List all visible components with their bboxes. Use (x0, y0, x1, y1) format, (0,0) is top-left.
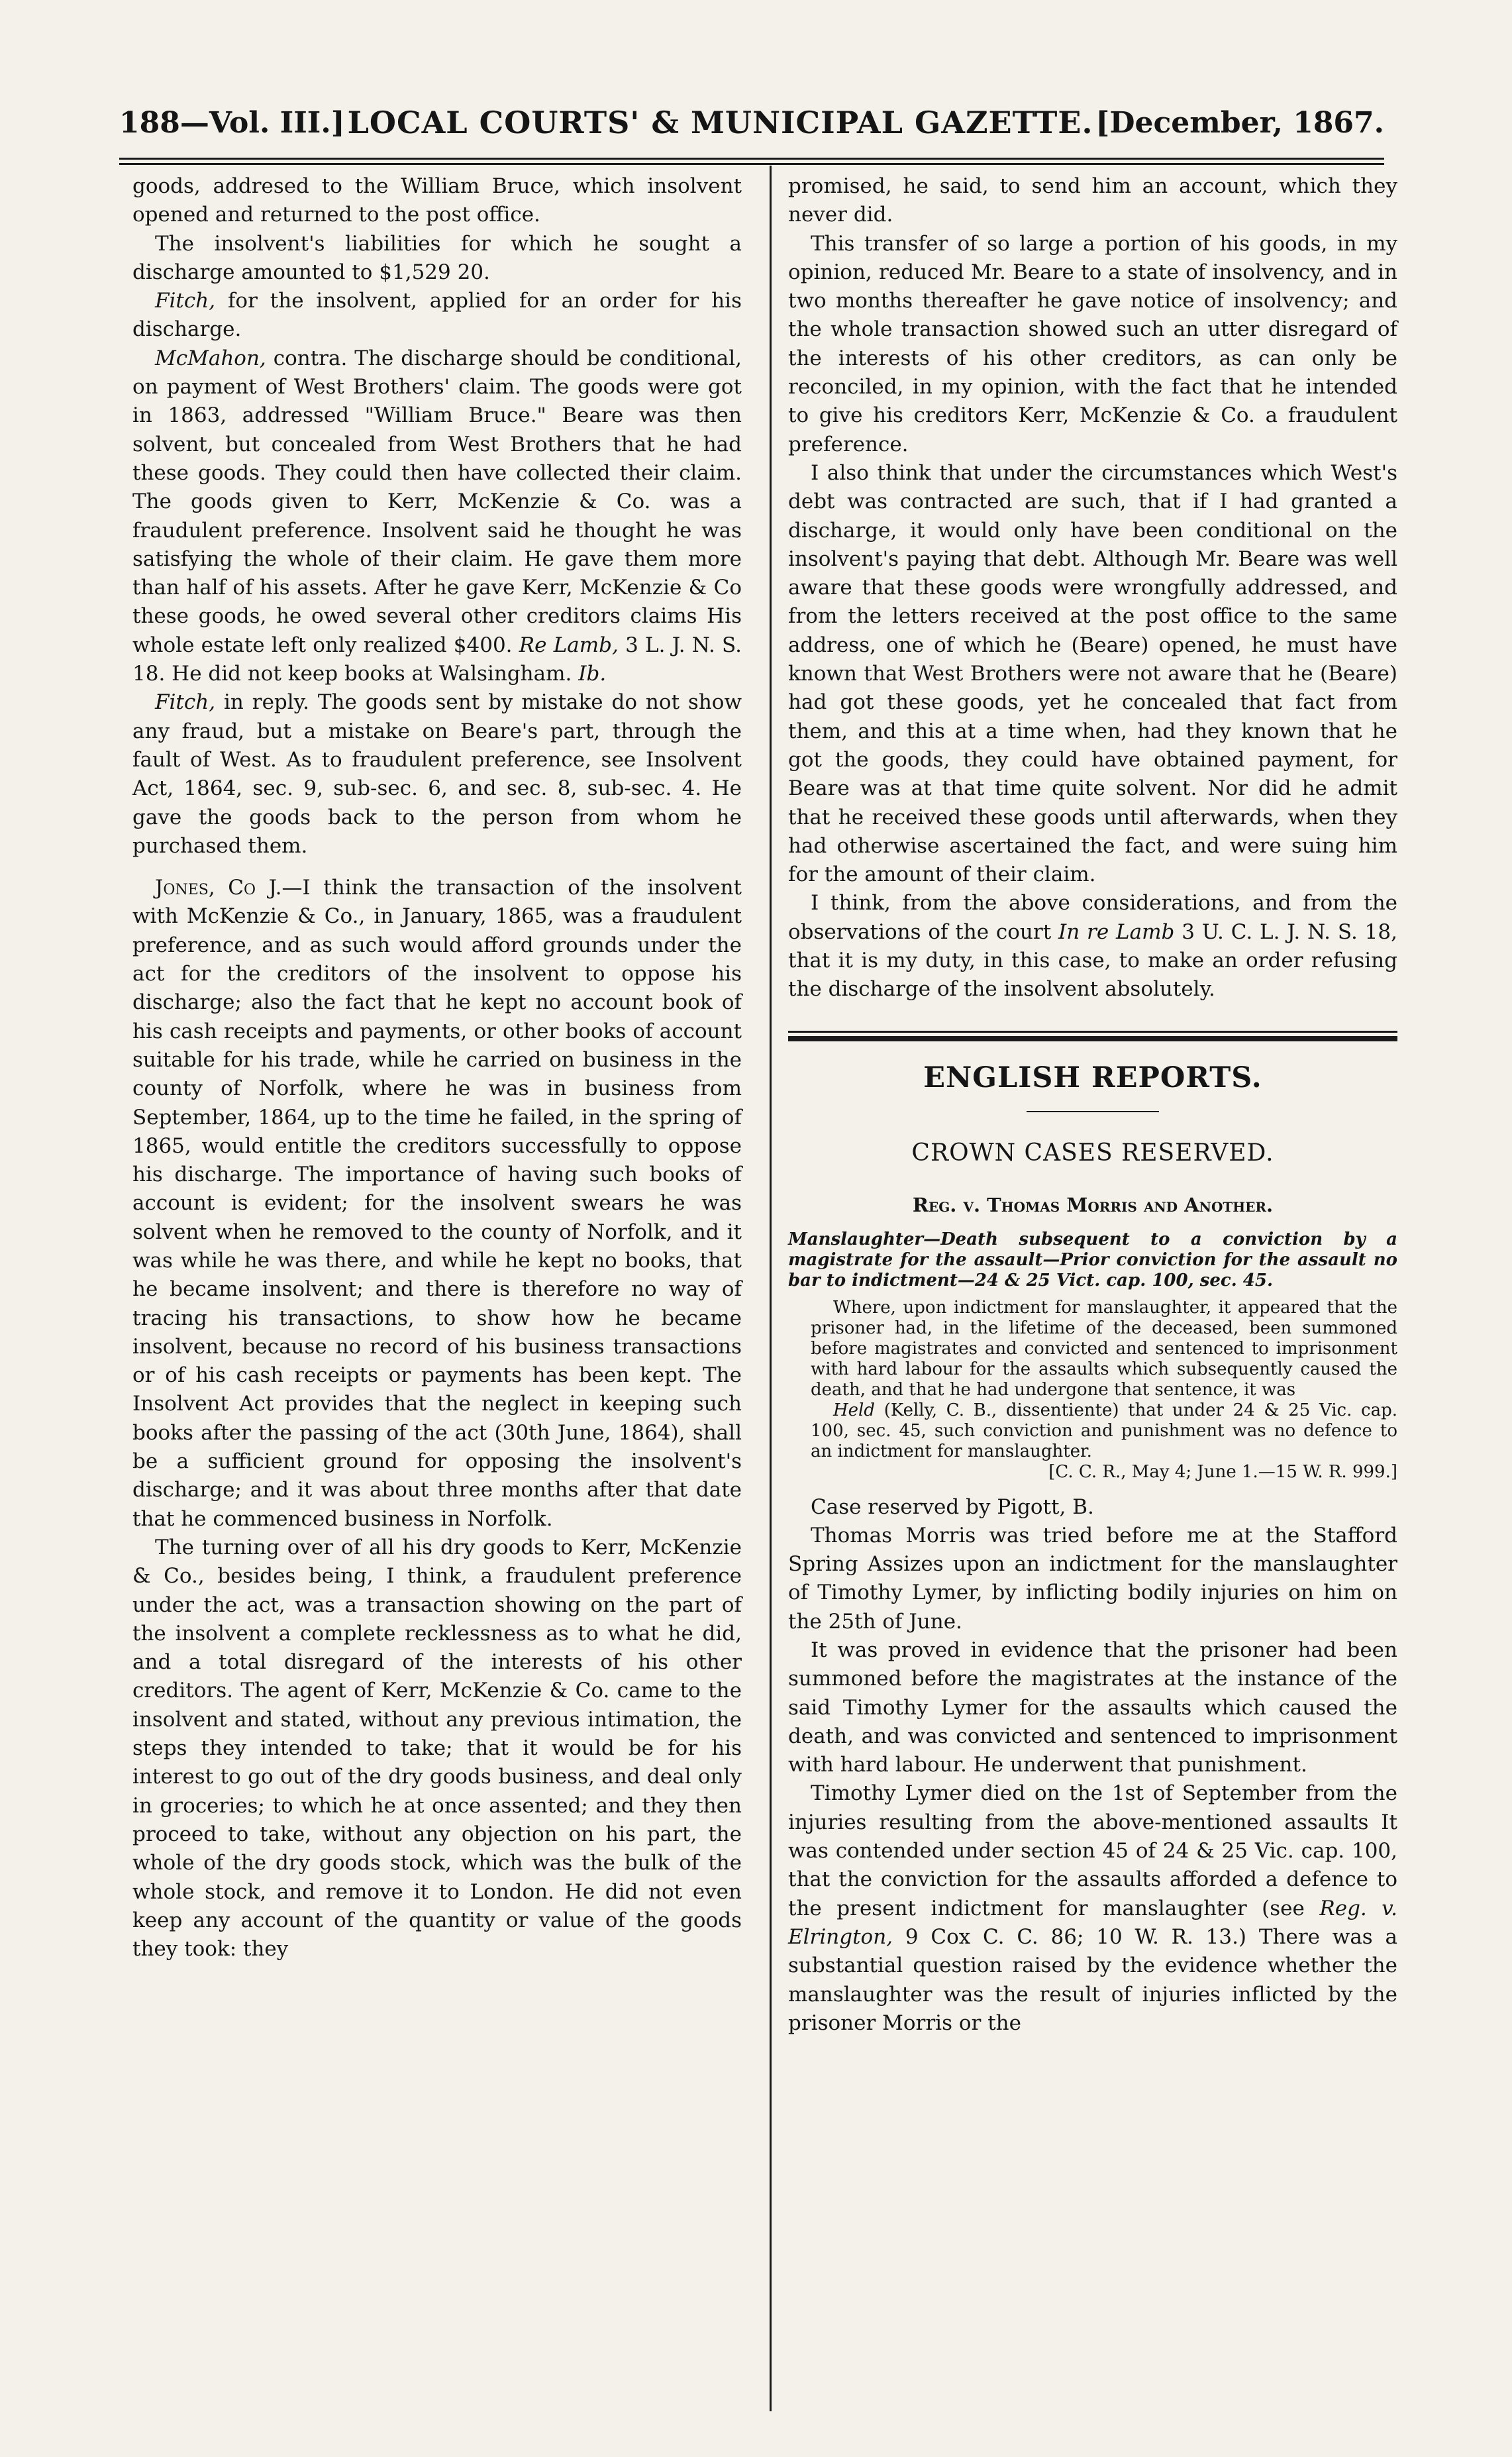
paragraph: Fitch, for the insolvent, applied for an order for his discharge. (132, 289, 742, 342)
page-header (119, 93, 1384, 152)
gazette-page (119, 66, 1398, 2411)
short-rule (1027, 1111, 1159, 1112)
section-subtitle: CROWN CASES RESERVED. (911, 1139, 1274, 1167)
holding-text: Where, upon indictment for manslaughter, it appeared that the prisoner had, in the lifetime of the deceased, been summoned before magistrates and convicted and sentenced to imprisonment with hard labour for the assaults which subsequently caused the death, and that he had undergone that sentence, it was (811, 1297, 1397, 1400)
paragraph: This transfer of so large a portion of his goods, in my opinion, reduced Mr. Beare to a state of insolvency, and in two months thereafter he gave notice of insolvency; and the whole transaction showed such an utter disregard of the interests of his other creditors, as can only be reconciled, in my opinion, with the fact that he intended to give his creditors Kerr, McKenzie & Co. a fraudulent preference. (788, 231, 1397, 456)
header-title: LOCAL COURTS' & MUNICIPAL GAZETTE. (347, 105, 1093, 140)
section-rule-thick (788, 1036, 1397, 1041)
paragraph: Case reserved by Pigott, B. (811, 1494, 1094, 1519)
paragraph: promised, he said, to send him an account, which they never did. (788, 174, 1397, 227)
section-title: ENGLISH REPORTS. (923, 1061, 1262, 1094)
paragraph: I think, from the above considerations, and from the observations of the court In re Lamb 3 U. C. L. J. N. S. 18, that it is my duty, in this case, to make an order refusing the discharge of the insolvent absolutely. (788, 891, 1397, 1002)
headnote: Manslaughter—Death subsequent to a conviction by a magistrate for the assault—Prior conviction for the assault no bar to indictment—24 & 25 Vict. cap. 100, sec. 45. (788, 1229, 1397, 1290)
column-divider (770, 166, 772, 2411)
section-rule (788, 1031, 1397, 1033)
header-date: [December, 1867. (1095, 105, 1384, 140)
header-rule-2 (119, 163, 1384, 165)
header-rule (119, 158, 1384, 160)
case-title: Reg. v. Thomas Morris and Another. (912, 1194, 1274, 1217)
paragraph: I also think that under the circumstances which West's debt was contracted are such, that if I had granted a discharge, it would only have been conditional on the insolvent's paying that debt. Although Mr. Beare was well aware that these goods were wrongfully addressed, and from the letters received at the post office to the same address, one of which he (Beare) opened, he must have known that West Brothers were not aware that he (Beare) had got these goods, yet he concealed that fact from them, and this at a time when, had they known that he got the goods, they could have obtained payment, for Beare was at that time quite solvent. Nor did he admit that he received these goods until afterwards, when they had otherwise ascertained the fact, and were suing him for the amount of their claim. (788, 460, 1397, 887)
paragraph: Timothy Lymer died on the 1st of September from the injuries resulting from the above-mentioned assaults It was contended under section 45 of 24 & 25 Vic. cap. 100, that the conviction for the assaults afforded a defence to the present indictment for manslaughter (see Reg. v. Elrington, 9 Cox C. C. 86; 10 W. R. 13.) There was a substantial question raised by the evidence whether the manslaughter was the result of injuries inflicted by the prisoner Morris or the (788, 1781, 1398, 2035)
judgment-paragraph: Jones, Co J.—I think the transaction of the insolvent with McKenzie & Co., in January, 1865, was a fraudulent preference, and as such would afford grounds under the act for the creditors of the insolvent to oppose his discharge; also the fact that he kept no account book of his cash receipts and payments, or other books of account suitable for his trade, while he carried on business in the county of Norfolk, where he was in business from September, 1864, up to the time he failed, in the spring of 1865, would entitle the creditors successfully to oppose his discharge. The importance of having such books of account is evident; for the insolvent swears he was solvent when he removed to the county of Norfolk, and it was while he was there, and while he kept no books, that he became insolvent; and there is therefore no way of tracing his transactions, to show how he became insolvent, because no record of his business transactions or of his cash receipts or payments has been kept. The Insolvent Act provides that the neglect in keeping such books after the passing of the act (30th June, 1864), shall be a sufficient ground for opposing the insolvent's discharge; and it was about three months after that date that he commenced business in Norfolk. (132, 876, 742, 1531)
paragraph: goods, addresed to the William Bruce, which insolvent opened and returned to the post office. (132, 174, 742, 227)
paragraph: The insolvent's liabilities for which he sought a discharge amounted to $1,529 20. (132, 231, 742, 284)
paragraph: The turning over of all his dry goods to Kerr, McKenzie & Co., besides being, I think, a fraudulent preference under the act, was a transaction showing on the part of the insolvent a complete recklessness as to what he did, and a total disregard of the interests of his other creditors. The agent of Kerr, McKenzie & Co. came to the insolvent and stated, without any previous intimation, the steps they intended to take; that it would be for his interest to go out of the dry goods business, and deal only in groceries; to which he at once assented; and they then proceed to take, without any objection on his part, the whole of the dry goods stock, which was the bulk of the whole stock, and remove it to London. He did not even keep any account of the quantity or value of the goods they took: they (132, 1535, 742, 1961)
right-column (788, 172, 1397, 2405)
paragraph: Thomas Morris was tried before me at the Stafford Spring Assizes upon an indictment for the manslaughter of Timothy Lymer, by inflicting bodily injuries on him on the 25th of June. (788, 1523, 1397, 1634)
paragraph: McMahon, contra. The discharge should be conditional, on payment of West Brothers' claim. The goods were got in 1863, addressed "William Bruce." Beare was then solvent, but concealed from West Brothers that he had these goods. They could then have collected their claim. The goods given to Kerr, McKenzie & Co. was a fraudulent preference. Insolvent said he thought he was satisfying the whole of their claim. He gave them more than half of his assets. After he gave Kerr, McKenzie & Co these goods, he owed several other creditors claims His whole estate left only realized $400. Re Lamb, 3 L. J. N. S. 18. He did not keep books at Walsingham. Ib. (132, 346, 742, 686)
holding-held: Held (Kelly, C. B., dissentiente) that under 24 & 25 Vic. cap. 100, sec. 45, such conviction and punishment was no defence to an indictment for manslaughter. (811, 1400, 1398, 1461)
left-column (132, 172, 742, 2405)
report-citation: [C. C. R., May 4; June 1.—15 W. R. 999.] (1048, 1461, 1397, 1482)
paragraph: Fitch, in reply. The goods sent by mistake do not show any fraud, but a mistake on Beare's part, through the fault of West. As to fraudulent preference, see Insolvent Act, 1864, sec. 9, sub-sec. 6, and sec. 8, sub-sec. 4. He gave the goods back to the person from whom he purchased them. (132, 690, 742, 858)
paragraph: It was proved in evidence that the prisoner had been summoned before the magistrates at the instance of the said Timothy Lymer for the assaults which caused the death, and was convicted and sentenced to imprisonment with hard labour. He underwent that punishment. (788, 1638, 1397, 1777)
judge-name: Jones, Co J. (155, 876, 282, 900)
header-volume: 188—Vol. III.] (119, 105, 345, 140)
